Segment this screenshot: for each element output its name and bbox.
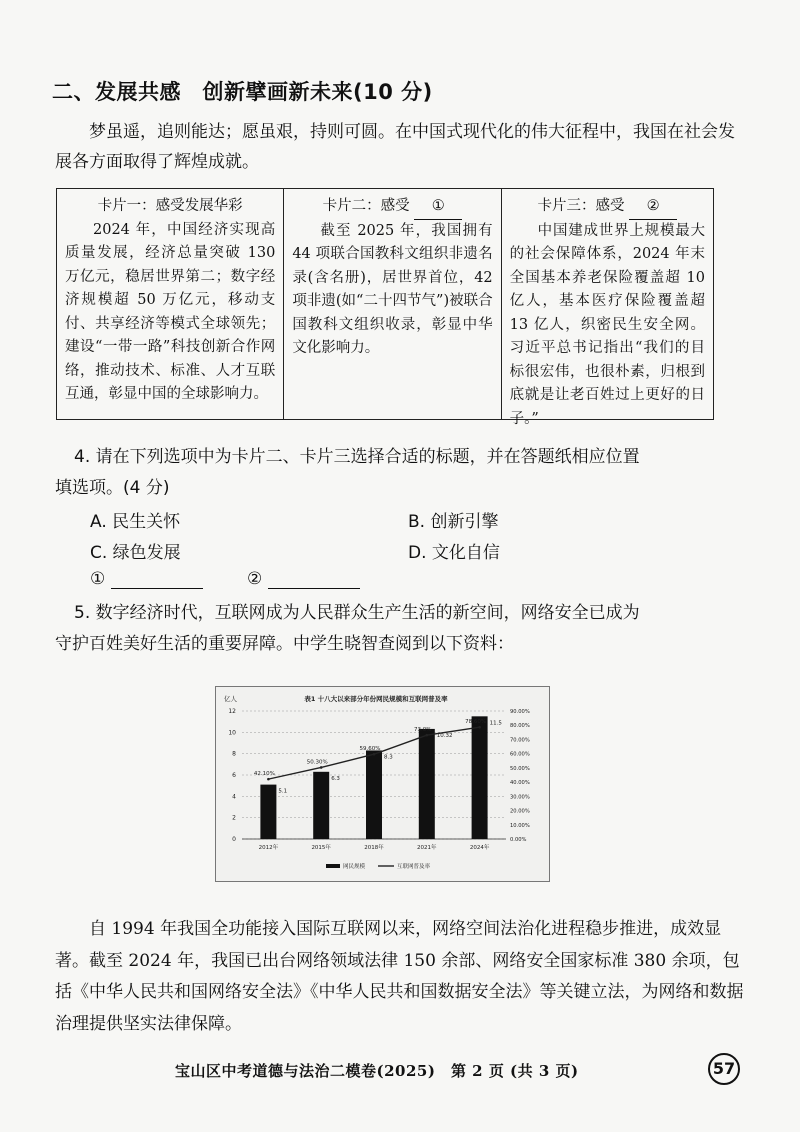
question-4-stem-line1: 4. 请在下列选项中为卡片二、卡片三选择合适的标题，并在答题纸相应位置: [74, 447, 640, 467]
card-three: [502, 189, 713, 427]
rate-value-label: 50.30%: [306, 759, 328, 766]
x-tick-label: 2012年: [258, 845, 279, 851]
option-a: A. 民生关怀: [90, 512, 181, 532]
chart-ylabel: 亿人: [224, 695, 237, 703]
rate-point: [478, 726, 481, 729]
intro-paragraph: 梦虽遥，追则能达；愿虽艰，持则可圆。在中国式现代化的伟大征程中，我国在社会发展各方面取得了辉煌成就。: [55, 122, 735, 172]
right-tick-label: 20.00%: [510, 808, 530, 815]
cards-table: [56, 188, 714, 427]
left-tick-label: 0: [232, 836, 236, 843]
rate-value-label: 78.60%: [465, 719, 487, 726]
right-tick-label: 10.00%: [510, 822, 530, 829]
card-two: [284, 189, 501, 419]
rate-point: [426, 734, 429, 737]
rate-value-label: 59.60%: [359, 746, 381, 753]
bar: [313, 772, 329, 839]
question-5-stem-line1: 5. 数字经济时代，互联网成为人民群众生产生活的新空间，网络安全已成为: [74, 603, 640, 623]
answer-blank-2[interactable]: [247, 569, 360, 589]
bar: [366, 750, 382, 839]
legend-line-label: 互联网普及率: [397, 864, 431, 870]
x-tick-label: 2024年: [469, 845, 490, 851]
answer-blank-1[interactable]: [90, 569, 203, 589]
x-tick-label: 2015年: [311, 845, 331, 851]
bar: [419, 729, 435, 839]
bar-value-label: 6.3: [331, 775, 340, 782]
legend-bar-swatch: [326, 864, 340, 868]
card-three-body: 中国建成世界上规模最大的社会保障体系，2024 年末全国基本养老保险覆盖超 10 亿人，基本医疗保险覆盖超 13 亿人，织密民生安全网。习近平总书记指出“我们的目标很宏伟，也很朴素，归根到底就是让老百姓过上更好的日子。”: [509, 222, 706, 427]
card-three-blank: ②: [629, 195, 677, 220]
right-tick-label: 60.00%: [510, 751, 530, 758]
section-title: 二、发展共感 创新擘画新未来(10 分): [52, 80, 433, 104]
option-c: C. 绿色发展: [90, 543, 181, 563]
bar-value-label: 11.5: [489, 720, 502, 727]
page-badge: 57: [708, 1053, 740, 1085]
law-paragraph: 自 1994 年我国全功能接入国际互联网以来，网络空间法治化进程稳步推进，成效显著。截至 2024 年，我国已出台网络领域法律 150 余部、网络安全国家标准 380 余项，包括《中华人民共和国网络安全法》《中华人民共和国数据安全法》等关键立法，为网络和数据治理提供坚实法律保障。: [55, 919, 744, 1034]
option-b: B. 创新引擎: [408, 512, 499, 532]
bar-value-label: 5.1: [278, 788, 288, 795]
rate-point: [267, 778, 270, 781]
bar-value-label: 8.3: [384, 754, 393, 761]
option-d: D. 文化自信: [408, 543, 500, 563]
card-three-title-text: 卡片三：感受: [537, 198, 625, 214]
right-tick-label: 40.00%: [510, 780, 530, 787]
question-5-stem-line2: 守护百姓美好生活的重要屏障。中学生晓智查阅到以下资料：: [55, 634, 514, 654]
bar-value-label: 10.32: [436, 732, 453, 739]
card-three-title: [510, 195, 705, 220]
bar: [472, 716, 488, 839]
card-two-blank: ①: [414, 195, 462, 220]
right-tick-label: 90.00%: [510, 709, 530, 715]
answer-1-line: [111, 570, 203, 589]
rate-point: [373, 753, 376, 756]
rate-value-label: 73.0%: [414, 727, 432, 734]
left-tick-label: 4: [232, 793, 236, 801]
answer-2-label: ②: [247, 569, 263, 589]
x-tick-label: 2021年: [417, 845, 437, 851]
left-tick-label: 10: [228, 729, 236, 737]
right-tick-label: 30.00%: [510, 794, 530, 801]
answer-2-line: [268, 570, 360, 589]
left-tick-label: 12: [228, 708, 236, 715]
card-two-title-text: 卡片二：感受: [322, 198, 410, 214]
right-tick-label: 80.00%: [510, 723, 530, 730]
chart-container: [215, 686, 550, 882]
card-one: [57, 189, 284, 419]
chart-title: 表1 十八大以来部分年份网民规模和互联网普及率: [304, 695, 448, 703]
question-4-stem-line2: 填选项。(4 分): [55, 478, 170, 498]
right-tick-label: 0.00%: [510, 837, 527, 843]
card-two-title: [292, 195, 492, 220]
card-two-body: 截至 2025 年，我国拥有 44 项联合国教科文组织非遗名录(含名册)，居世界首位，42 项非遗(如“二十四节气”)被联合国教科文组织收录，彰显中华文化影响力。: [292, 222, 493, 356]
legend-bar-label: 网民规模: [343, 864, 366, 870]
answer-1-label: ①: [90, 569, 106, 589]
card-one-title: 卡片一：感受发展华彩: [97, 198, 243, 214]
left-tick-label: 6: [232, 772, 236, 779]
internet-chart: [216, 687, 549, 881]
left-tick-label: 8: [232, 750, 236, 758]
right-tick-label: 50.00%: [510, 765, 530, 772]
x-tick-label: 2018年: [364, 845, 384, 851]
right-tick-label: 70.00%: [510, 737, 530, 744]
bar: [260, 785, 276, 839]
left-tick-label: 2: [232, 814, 236, 822]
card-one-body: 2024 年，中国经济实现高质量发展，经济总量突破 130 万亿元，稳居世界第二；数字经济规模超 50 万亿元，移动支付、共享经济等模式全球领先；建设“一带一路”科技创新合作网络，推动技术、标准、人才互联互通，彰显中国的全球影响力。: [65, 221, 276, 402]
page-footer: 宝山区中考道德与法治二模卷(2025) 第 2 页 (共 3 页): [175, 1062, 579, 1080]
rate-value-label: 42.10%: [253, 771, 275, 778]
rate-point: [320, 766, 323, 769]
